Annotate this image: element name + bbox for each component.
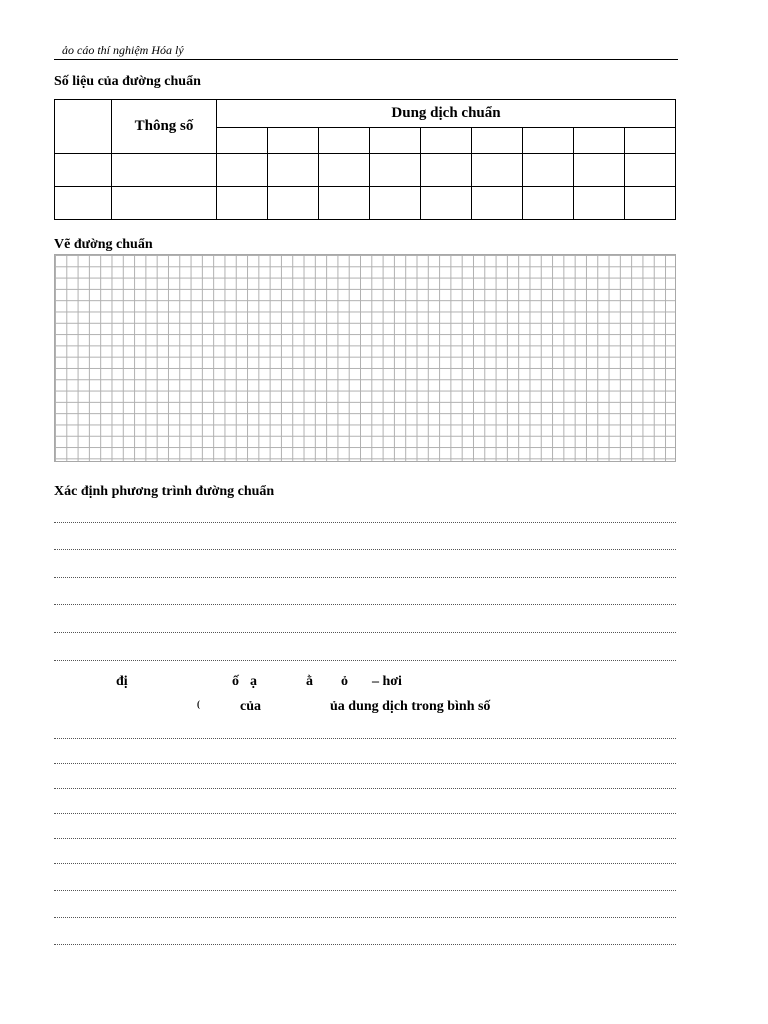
heading-fragment: của: [240, 699, 261, 714]
table-cell[interactable]: [112, 154, 217, 187]
heading-fragment: ỏ: [341, 674, 348, 689]
answer-line[interactable]: [54, 632, 676, 633]
data-table: [54, 99, 676, 220]
table-cell[interactable]: [421, 187, 472, 220]
table-std-header: Dung dịch chuẩn: [217, 100, 676, 128]
answer-line[interactable]: [54, 788, 676, 789]
table-cell[interactable]: [472, 128, 523, 154]
table-cell[interactable]: [217, 128, 268, 154]
header-title: ảo cáo thí nghiệm Hóa lý: [62, 43, 184, 57]
section-heading-data: Số liệu của đường chuẩn: [54, 74, 201, 89]
answer-line[interactable]: [54, 917, 676, 918]
heading-fragment: ủa dung dịch trong bình số: [330, 699, 491, 714]
heading-fragment: ố: [232, 674, 239, 689]
table-cell[interactable]: [421, 154, 472, 187]
answer-line[interactable]: [54, 890, 676, 891]
heading-mark: (: [197, 699, 200, 709]
table-cell[interactable]: [523, 187, 574, 220]
table-cell[interactable]: [472, 154, 523, 187]
table-cell[interactable]: [625, 154, 676, 187]
section-heading-equation: Xác định phương trình đường chuẩn: [54, 484, 275, 499]
table-cell[interactable]: [625, 128, 676, 154]
answer-line[interactable]: [54, 660, 676, 661]
table-cell[interactable]: [268, 154, 319, 187]
table-cell[interactable]: [523, 154, 574, 187]
table-cell[interactable]: [319, 187, 370, 220]
table-cell[interactable]: [268, 128, 319, 154]
heading-fragment: đị: [116, 674, 128, 689]
answer-line[interactable]: [54, 863, 676, 864]
answer-line[interactable]: [54, 944, 676, 945]
table-cell[interactable]: [319, 154, 370, 187]
table-row: [55, 187, 676, 220]
table-corner-cell: [55, 100, 112, 154]
heading-fragment: ạ: [250, 674, 257, 689]
table-cell[interactable]: [574, 187, 625, 220]
table-cell[interactable]: [370, 187, 421, 220]
answer-line[interactable]: [54, 838, 676, 839]
table-cell[interactable]: [574, 128, 625, 154]
heading-fragment: – hơi: [372, 674, 402, 689]
section-heading-plot: Vẽ đường chuẩn: [54, 237, 153, 252]
table-cell[interactable]: [217, 187, 268, 220]
table-cell[interactable]: [523, 128, 574, 154]
table-row: [55, 154, 676, 187]
table-cell[interactable]: [268, 187, 319, 220]
table-cell[interactable]: [217, 154, 268, 187]
table-cell[interactable]: [112, 187, 217, 220]
answer-line[interactable]: [54, 738, 676, 739]
graph-paper-grid: [54, 254, 676, 462]
table-cell[interactable]: [370, 154, 421, 187]
answer-line[interactable]: [54, 577, 676, 578]
table-cell[interactable]: [319, 128, 370, 154]
answer-line[interactable]: [54, 522, 676, 523]
answer-line[interactable]: [54, 549, 676, 550]
answer-line[interactable]: [54, 763, 676, 764]
table-cell[interactable]: [472, 187, 523, 220]
table-param-header: Thông số: [112, 100, 217, 154]
table-cell[interactable]: [370, 128, 421, 154]
heading-fragment: ằ: [306, 674, 313, 689]
table-cell[interactable]: [55, 187, 112, 220]
header-rule: [54, 59, 678, 60]
answer-line[interactable]: [54, 813, 676, 814]
table-cell[interactable]: [55, 154, 112, 187]
table-cell[interactable]: [421, 128, 472, 154]
table-cell[interactable]: [574, 154, 625, 187]
table-cell[interactable]: [625, 187, 676, 220]
answer-line[interactable]: [54, 604, 676, 605]
